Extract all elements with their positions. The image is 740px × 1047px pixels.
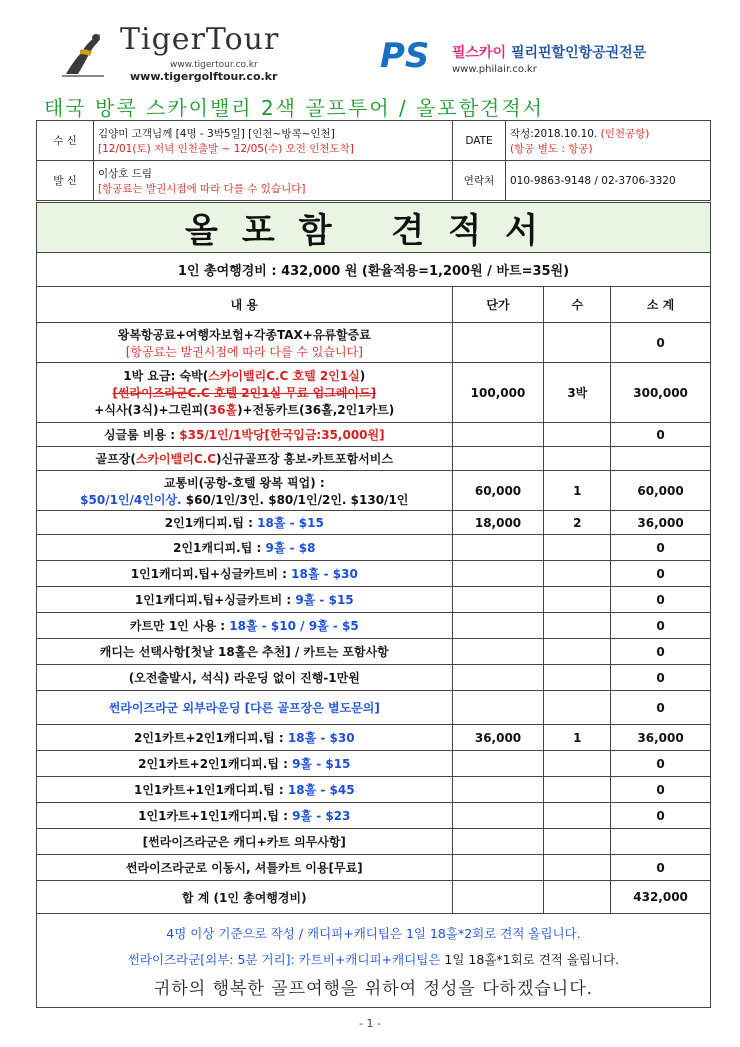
row-text: ) [359,369,366,383]
table-row [37,511,711,535]
row-text: 1인1캐디피.팁+싱글카트비 : [130,567,292,581]
row-highlight: 18홀 - $30 [291,567,358,581]
row-highlight: 스카이밸리C.C 호텔 2인1실 [208,369,360,383]
document-title: 태국 방콕 스카이밸리 2색 골프투어 / 올포함견적서 [44,96,545,120]
row-qty: 1 [544,471,611,511]
row-subtotal: 0 [611,423,711,447]
table-row [37,665,711,691]
col-header-qty: 수 [544,287,611,323]
row-text: [썬라이즈라군은 캐디+카트 의무사항] [37,829,453,855]
table-row [37,829,711,855]
row-qty: 3박 [544,363,611,423]
row-text: 1인1카트+1인1캐디피.팁 : [133,783,288,797]
table-row [37,725,711,751]
row-highlight: 9홀 - $8 [265,541,316,555]
philsky-url: www.philair.co.kr [452,64,537,75]
date-cell [506,121,711,161]
col-header-subtotal: 소 계 [611,287,711,323]
golfer-silhouette-icon [56,30,110,80]
recipient-line1: 김양미 고객님께 [4명 - 3박5일] [인천~방콕~인천] [98,127,335,140]
row-subtotal: 0 [611,855,711,881]
row-highlight: 9홀 - $15 [295,593,354,607]
row-qty: 1 [544,725,611,751]
row-subtotal: 36,000 [611,511,711,535]
col-header-price: 단가 [452,287,544,323]
table-row [37,855,711,881]
table-row [37,423,711,447]
philsky-tagline: 필리핀할인항공권전문 [506,45,647,61]
table-row [37,535,711,561]
row-text: 싱글룸 비용 : [103,428,180,442]
row-text: )신규골프장 홍보-카트포함서비스 [216,452,393,466]
table-row [37,363,711,423]
row-highlight: 18홀 - $45 [287,783,355,797]
sender-line1: 이상호 드림 [98,167,153,180]
row-text: 1박 요금: 숙박( [123,369,209,383]
contact-value: 010-9863-9148 / 02-3706-3320 [506,161,711,201]
table-row [37,471,711,511]
row-highlight: 18홀 - $15 [257,516,324,530]
row-highlight: 9홀 - $15 [292,757,351,771]
row-text: 2인1카트+2인1캐디피.팁 : [138,757,293,771]
row-highlight: 36홀 [208,403,238,417]
philsky-name [452,42,646,62]
row-price: 100,000 [452,363,544,423]
sender-cell [94,161,453,201]
row-text: 2인1캐디피.팁 : [173,541,266,555]
total-row [37,881,711,914]
sender-line2: [항공료는 발권시점에 따라 다를 수 있습니다] [98,182,306,195]
row-subtotal: 0 [611,613,711,639]
philsky-logo [380,36,710,86]
closing-message: 귀하의 행복한 골프여행을 위하여 정성을 다하겠습니다. [153,979,594,999]
sender-label: 발 신 [37,161,94,201]
date-airport: (인천공항) [597,127,650,140]
quote-summary: 1인 총여행경비 : 432,000 원 (환율적용=1,200원 / 바트=35원) [37,253,711,287]
row-note: [항공료는 발권시점에 따라 다를 수 있습니다] [125,344,363,359]
page-number: - 1 - [359,1017,381,1030]
note-line2a: 썬라이즈라군[외부: 5분 거리]: 카트비+캐디피+캐디팁은 [127,952,445,967]
row-subtotal: 0 [611,561,711,587]
row-subtotal: 0 [611,751,711,777]
date-value: 작성:2018.10.10. [510,127,598,140]
date-note: (항공 별도 : 항공) [510,142,593,155]
row-text: 카트만 1인 사용 : [129,619,230,633]
letterhead [40,18,700,88]
contact-label: 연락처 [453,161,506,201]
row-text: +식사(3식)+그린피( [94,403,209,417]
row-highlight: $35/1인/1박당[한국입금:35,000원] [179,428,385,442]
table-row [37,323,711,363]
row-text: $60/1인/3인. $80/1인/2인. $130/1인 [181,492,409,507]
row-subtotal: 0 [611,665,711,691]
row-text: 골프장( [95,452,136,466]
tigertour-name: TigerTour [120,22,280,57]
note-line2 [37,950,710,968]
row-text: 캐디는 선택사항[첫날 18홀은 추천] / 카트는 포함사항 [37,639,453,665]
row-text: (오전출발시, 석식) 라운딩 없이 진행-1만원 [37,665,453,691]
row-subtotal: 0 [611,803,711,829]
tigertour-url: www.tigertour.co.kr [170,60,258,70]
table-row [37,639,711,665]
col-header-content: 내 용 [37,287,453,323]
row-text: 1인1카트+1인1캐디피.팁 : [138,809,293,823]
row-highlight: $50/1인/4인이상. [80,492,182,507]
row-text: 썬라이즈라군로 이동시, 셔틀카트 이용[무료] [37,855,453,881]
info-table [36,120,711,201]
recipient-cell [94,121,453,161]
row-text: 1인1캐디피.팁+싱글카트비 : [134,593,296,607]
table-row [37,777,711,803]
note-line2b: 1일 18홀*1회로 견적 올립니다. [444,952,620,967]
notes-box [36,912,711,1008]
table-row [37,803,711,829]
table-row [37,691,711,725]
row-text: 교통비(공항-호텔 왕복 픽업) : [163,475,325,490]
table-row [37,447,711,471]
row-subtotal: 0 [611,587,711,613]
row-price: 36,000 [452,725,544,751]
quote-table [36,202,711,914]
recipient-line2: [12/01(토) 저녁 인천출발 ~ 12/05(수) 오전 인천도착] [98,142,354,155]
row-qty: 2 [544,511,611,535]
row-text: 썬라이즈라군 외부라운딩 [다른 골프장은 별도문의] [37,691,453,725]
row-text: 왕복항공료+여행자보험+각종TAX+유류할증료 [117,327,371,342]
row-subtotal: 60,000 [611,471,711,511]
row-highlight: 스카이밸리C.C [135,452,217,466]
total-subtotal: 432,000 [611,881,711,914]
row-text: 2인1카트+2인1캐디피.팁 : [133,731,288,745]
row-highlight: 18홀 - $10 / 9홀 - $5 [229,619,359,633]
ps-logo-mark: PS [380,36,430,76]
tigertour-logo [50,22,310,84]
row-highlight: 9홀 - $23 [292,809,351,823]
row-strike-note: [썬라이즈라군C.C 호텔 2인1실 무료 업그레이드] [112,386,377,400]
note-line1: 4명 이상 기준으로 작성 / 캐디피+캐디팁은 1일 18홀*2회로 견적 올립니다. [166,926,581,941]
quote-big-title: 올포함 견적서 [37,203,711,253]
row-text: 2인1캐디피.팁 : [164,516,258,530]
row-highlight: 18홀 - $30 [287,731,355,745]
row-subtotal: 0 [611,639,711,665]
date-label: DATE [453,121,506,161]
row-text: )+전동카트(36홀,2인1카트) [237,403,395,417]
table-row [37,561,711,587]
row-subtotal: 0 [611,535,711,561]
row-price: 18,000 [452,511,544,535]
row-price: 60,000 [452,471,544,511]
table-row [37,587,711,613]
tigergolftour-url: www.tigergolftour.co.kr [130,70,278,83]
row-subtotal: 0 [611,323,711,363]
row-subtotal: 300,000 [611,363,711,423]
row-subtotal: 36,000 [611,725,711,751]
row-subtotal: 0 [611,777,711,803]
table-row [37,751,711,777]
recipient-label: 수 신 [37,121,94,161]
philsky-brand: 필스카이 [452,45,507,61]
row-subtotal: 0 [611,691,711,725]
total-label: 합 계 (1인 총여행경비) [37,881,453,914]
table-row [37,613,711,639]
